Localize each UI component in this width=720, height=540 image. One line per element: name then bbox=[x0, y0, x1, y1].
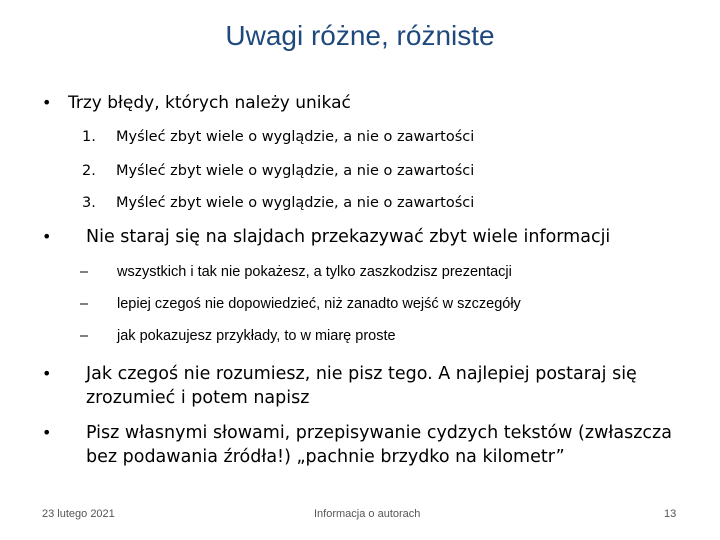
dash-item-2 bbox=[80, 296, 521, 312]
dash-marker: – bbox=[80, 264, 89, 280]
bullet-line-2: zrozumieć i potem napisz bbox=[86, 388, 310, 408]
bullet-marker: • bbox=[42, 364, 52, 383]
slide-title: Uwagi różne, różniste bbox=[225, 20, 495, 51]
bullet-text: Trzy błędy, których należy unikać bbox=[68, 93, 351, 113]
numbered-item-1 bbox=[82, 129, 474, 145]
bullet-text bbox=[86, 362, 686, 410]
bullet-info-overload bbox=[42, 227, 610, 247]
dash-marker: – bbox=[80, 296, 89, 312]
item-number: 2. bbox=[82, 163, 96, 179]
numbered-item-3 bbox=[82, 195, 474, 211]
item-text: wszystkich i tak nie pokażesz, a tylko zaszkodzisz prezentacji bbox=[117, 264, 512, 280]
item-text: jak pokazujesz przykłady, to w miarę proste bbox=[117, 328, 396, 344]
dash-item-1 bbox=[80, 264, 512, 280]
bullet-marker: • bbox=[42, 93, 52, 112]
bullet-marker: • bbox=[42, 423, 52, 442]
bullet-line-1: Pisz własnymi słowami, przepisywanie cydzych tekstów (zwłaszcza bbox=[86, 423, 672, 443]
dash-marker: – bbox=[80, 328, 89, 344]
bullet-own-words bbox=[42, 421, 686, 469]
bullet-text: Nie staraj się na slajdach przekazywać zbyt wiele informacji bbox=[86, 227, 611, 247]
item-number: 1. bbox=[82, 129, 96, 145]
footer-center: Informacja o autorach bbox=[314, 508, 421, 520]
item-text: Myśleć zbyt wiele o wyglądzie, a nie o zawartości bbox=[116, 163, 475, 179]
bullet-marker: • bbox=[42, 227, 52, 246]
item-text: Myśleć zbyt wiele o wyglądzie, a nie o zawartości bbox=[116, 195, 475, 211]
bullet-line-1: Jak czegoś nie rozumiesz, nie pisz tego. A najlepiej postaraj się bbox=[86, 364, 637, 384]
bullet-text bbox=[86, 421, 686, 469]
dash-item-3 bbox=[80, 328, 396, 344]
numbered-item-2 bbox=[82, 163, 474, 179]
item-text: Myśleć zbyt wiele o wyglądzie, a nie o zawartości bbox=[116, 129, 475, 145]
footer-page-number: 13 bbox=[664, 508, 677, 520]
bullet-three-mistakes bbox=[42, 93, 351, 113]
footer-date: 23 lutego 2021 bbox=[42, 508, 115, 520]
item-number: 3. bbox=[82, 195, 96, 211]
bullet-line-2: bez podawania źródła!) „pachnie brzydko na kilometr” bbox=[86, 447, 565, 467]
bullet-understand bbox=[42, 362, 686, 410]
item-text: lepiej czegoś nie dopowiedzieć, niż zanadto wejść w szczegóły bbox=[117, 296, 521, 312]
